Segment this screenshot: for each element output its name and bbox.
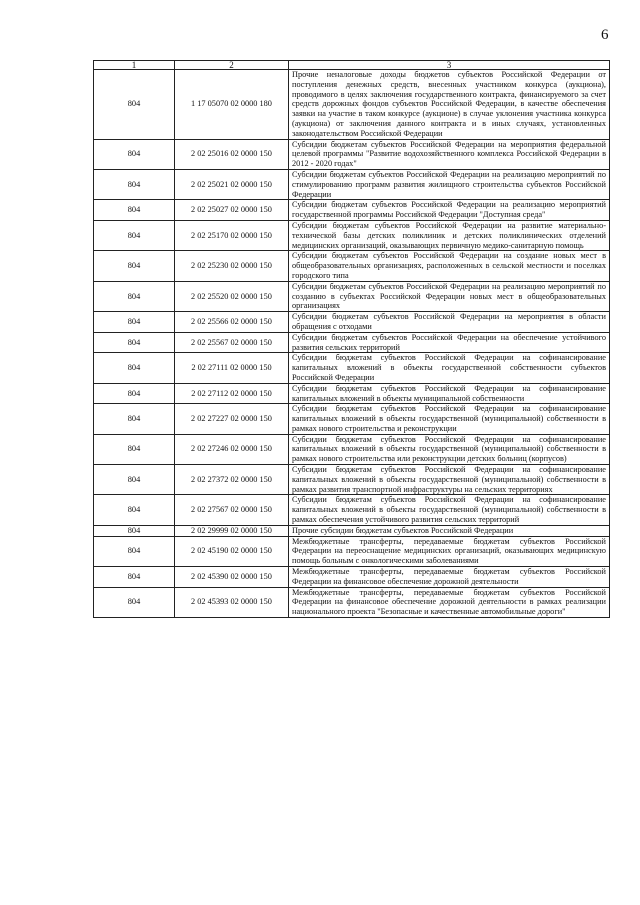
table-row [94, 383, 610, 404]
income-name-cell: Субсидии бюджетам субъектов Российской Федерации на мероприятия в области обращения с отходами [289, 312, 610, 333]
admin-code-cell: 804 [94, 353, 175, 383]
table-row [94, 536, 610, 566]
table-row [94, 70, 610, 140]
table-row [94, 587, 610, 617]
income-name-cell: Субсидии бюджетам субъектов Российской Федерации на развитие материально-технической базы детских поликлиник и детских поликлинических отделений медицинских организаций, оказывающих первичную медико-санитарную помощь [289, 220, 610, 250]
income-name-cell: Межбюджетные трансферты, передаваемые бюджетам субъектов Российской Федерации на финансовое обеспечение дорожной деятельности в рамках реализации национального проекта "Безопасные и качественные автомобильные дороги" [289, 587, 610, 617]
income-name-cell: Прочие неналоговые доходы бюджетов субъектов Российской Федерации от поступления денежных средств, внесенных участником конкурса (аукциона), проводимого в целях заключения государственного контракта, финансируемого за счет средств дорожных фондов субъектов Российской Федерации, в качестве обеспечения заявки на участие в таком конкурсе (аукционе) в случае уклонения участника конкурса (аукциона) от заключения данного контракта и в иных случаях, установленных законодательством Российской Федерации [289, 70, 610, 140]
budget-code-cell: 2 02 45190 02 0000 150 [175, 536, 289, 566]
table-row [94, 567, 610, 588]
budget-code-cell: 2 02 29999 02 0000 150 [175, 525, 289, 536]
income-name-cell: Субсидии бюджетам субъектов Российской Федерации на софинансирование капитальных вложений в объекты государственной (муниципальной) собственности в рамках обеспечения устойчивого развития сельских территорий [289, 495, 610, 525]
admin-code-cell: 804 [94, 169, 175, 199]
budget-code-cell: 2 02 27567 02 0000 150 [175, 495, 289, 525]
budget-code-cell: 2 02 25170 02 0000 150 [175, 220, 289, 250]
income-name-cell: Субсидии бюджетам субъектов Российской Федерации на мероприятия федеральной целевой программы "Развитие водохозяйственного комплекса Российской Федерации в 2012 - 2020 годах" [289, 139, 610, 169]
income-codes-table [93, 60, 610, 618]
budget-code-cell: 2 02 27246 02 0000 150 [175, 434, 289, 464]
income-name-cell: Субсидии бюджетам субъектов Российской Федерации на софинансирование капитальных вложений в объекты государственной (муниципальной) собственности в рамках нового строительства или реконструкции детских больниц (корпусов) [289, 434, 610, 464]
table-row [94, 281, 610, 311]
budget-code-cell: 2 02 27227 02 0000 150 [175, 404, 289, 434]
admin-code-cell: 804 [94, 525, 175, 536]
column-header: 2 [175, 61, 289, 70]
income-name-cell: Субсидии бюджетам субъектов Российской Федерации на софинансирование капитальных вложений в объекты государственной (муниципальной) собственности в рамках нового строительства и реконструкции [289, 404, 610, 434]
table-row [94, 220, 610, 250]
income-name-cell: Субсидии бюджетам субъектов Российской Федерации на софинансирование капитальных вложений в объекты муниципальной собственности [289, 383, 610, 404]
budget-code-cell: 2 02 25230 02 0000 150 [175, 251, 289, 281]
table-row [94, 465, 610, 495]
table-row [94, 139, 610, 169]
admin-code-cell: 804 [94, 200, 175, 221]
admin-code-cell: 804 [94, 536, 175, 566]
table-row [94, 312, 610, 333]
income-name-cell: Субсидии бюджетам субъектов Российской Федерации на реализацию мероприятий по созданию в субъектах Российской Федерации новых мест в общеобразовательных организациях [289, 281, 610, 311]
table-row [94, 169, 610, 199]
budget-code-cell: 2 02 45390 02 0000 150 [175, 567, 289, 588]
table-row [94, 251, 610, 281]
admin-code-cell: 804 [94, 139, 175, 169]
admin-code-cell: 804 [94, 404, 175, 434]
admin-code-cell: 804 [94, 434, 175, 464]
income-name-cell: Субсидии бюджетам субъектов Российской Федерации на софинансирование капитальных вложений в объекты государственной собственности субъектов Российской Федерации [289, 353, 610, 383]
table-header-row [94, 61, 610, 70]
admin-code-cell: 804 [94, 281, 175, 311]
income-name-cell: Межбюджетные трансферты, передаваемые бюджетам субъектов Российской Федерации на финансовое обеспечение дорожной деятельности [289, 567, 610, 588]
admin-code-cell: 804 [94, 332, 175, 353]
budget-code-cell: 2 02 27112 02 0000 150 [175, 383, 289, 404]
budget-code-cell: 2 02 25016 02 0000 150 [175, 139, 289, 169]
admin-code-cell: 804 [94, 312, 175, 333]
budget-code-cell: 2 02 25027 02 0000 150 [175, 200, 289, 221]
table-body [94, 70, 610, 618]
table-row [94, 200, 610, 221]
budget-code-cell: 2 02 25520 02 0000 150 [175, 281, 289, 311]
income-name-cell: Субсидии бюджетам субъектов Российской Федерации на обеспечение устойчивого развития сельских территорий [289, 332, 610, 353]
budget-code-cell: 2 02 27111 02 0000 150 [175, 353, 289, 383]
budget-code-cell: 1 17 05070 02 0000 180 [175, 70, 289, 140]
budget-code-cell: 2 02 25566 02 0000 150 [175, 312, 289, 333]
column-header: 3 [289, 61, 610, 70]
page-number: 6 [601, 27, 609, 43]
column-header: 1 [94, 61, 175, 70]
income-name-cell: Субсидии бюджетам субъектов Российской Федерации на софинансирование капитальных вложений в объекты государственной (муниципальной) собственности в рамках развития транспортной инфраструктуры на сельских территориях [289, 465, 610, 495]
admin-code-cell: 804 [94, 567, 175, 588]
admin-code-cell: 804 [94, 587, 175, 617]
income-name-cell: Субсидии бюджетам субъектов Российской Федерации на реализацию мероприятий государственной программы Российской Федерации "Доступная среда" [289, 200, 610, 221]
budget-code-cell: 2 02 45393 02 0000 150 [175, 587, 289, 617]
admin-code-cell: 804 [94, 70, 175, 140]
admin-code-cell: 804 [94, 251, 175, 281]
admin-code-cell: 804 [94, 465, 175, 495]
admin-code-cell: 804 [94, 220, 175, 250]
budget-code-cell: 2 02 27372 02 0000 150 [175, 465, 289, 495]
admin-code-cell: 804 [94, 383, 175, 404]
budget-code-cell: 2 02 25567 02 0000 150 [175, 332, 289, 353]
income-name-cell: Субсидии бюджетам субъектов Российской Федерации на реализацию мероприятий по стимулированию программ развития жилищного строительства субъектов Российской Федерации [289, 169, 610, 199]
table-row [94, 495, 610, 525]
admin-code-cell: 804 [94, 495, 175, 525]
table-row [94, 332, 610, 353]
table-row [94, 404, 610, 434]
table-row [94, 353, 610, 383]
table-row [94, 434, 610, 464]
income-name-cell: Субсидии бюджетам субъектов Российской Федерации на создание новых мест в общеобразовательных организациях, расположенных в сельской местности и поселках городского типа [289, 251, 610, 281]
income-name-cell: Прочие субсидии бюджетам субъектов Российской Федерации [289, 525, 610, 536]
budget-code-cell: 2 02 25021 02 0000 150 [175, 169, 289, 199]
income-name-cell: Межбюджетные трансферты, передаваемые бюджетам субъектов Российской Федерации на переоснащение медицинских организаций, оказывающих медицинскую помощь больным с онкологическими заболеваниями [289, 536, 610, 566]
table-row [94, 525, 610, 536]
